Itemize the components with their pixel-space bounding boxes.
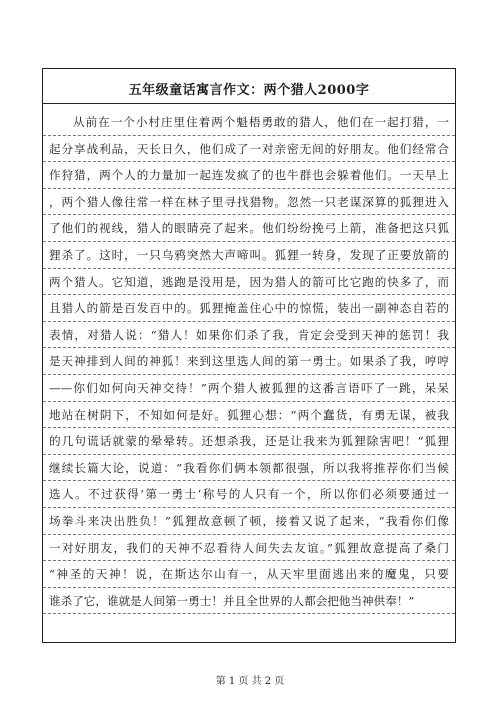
title-row (43, 69, 455, 104)
essay-line: 继续长篇大论，说道：“我看你们俩本领都很强，所以我将推荐你们当候 (49, 460, 449, 475)
essay-line: 谁杀了它，谁就是人间第一勇士！并且全世界的人都会把他当神供奉！” (49, 593, 415, 608)
essay-line: ——你们如何向天神交待！”两个猎人被狐狸的这番言语吓了一跳，呆呆 (49, 380, 449, 395)
essay-line: 是天神排到人间的神狐！来到这里选人间的第一勇士。如果杀了我，哼哼 (49, 354, 449, 369)
essay-line: 两个猎人。它知道，逃跑是没用是，因为猎人的箭可比它跑的快多了，而 (49, 274, 449, 289)
essay-line: 了他们的视线，猎人的眼睛亮了起来。他们纷纷挽弓上箭，准备把这只狐 (49, 221, 449, 236)
essay-line: 起分享战利品，天长日久，他们成了一对亲密无间的好朋友。他们经常合 (49, 141, 449, 156)
essay-line: 选人。不过获得‘第一勇士’称号的人只有一个，所以你们必须要通过一 (49, 487, 449, 502)
essay-line: 的几句谎话就蒙的晕晕转。还想杀我，还是让我来为狐狸除害吧！”狐狸 (49, 434, 449, 449)
essay-line: 从前在一个小村庄里住着两个魁梧勇敢的猎人，他们在一起打猎，一 (73, 115, 449, 129)
essay-title: 五年级童话寓言作文：两个猎人2000字 (128, 82, 370, 98)
essay-line: 地站在树阴下，不知如何是好。狐狸心想：“两个蠢货，有勇无谋，被我 (49, 407, 449, 422)
essay-line: 一对好朋友，我们的天神不忍看待人间失去友谊。”狐狸故意提高了桑门 (49, 540, 449, 555)
essay-text (43, 104, 455, 614)
essay-line: 作狩猎，两个人的力量加一起连发疯了的也牛群也会躲着他们。一天早上 (49, 168, 449, 183)
essay-sheet (42, 68, 456, 643)
essay-line: 且猎人的箭是百发百中的。狐狸掩盖住心中的惊慌，装出一副神态自若的 (49, 301, 449, 316)
essay-line: 场拳斗来决出胜负！”狐狸故意顿了顿，接着又说了起来，“我看你们像 (49, 513, 449, 528)
essay-line: “神圣的天神！说，在斯达尔山有一，从天牢里面逃出来的魔鬼，只要 (49, 567, 449, 582)
essay-line: 狸杀了。这时，一只乌鸦突然大声啼叫。狐狸一转身，发现了正要放箭的 (49, 247, 449, 262)
essay-body (43, 104, 455, 644)
essay-line: ，两个猎人像往常一样在林子里寻找猎物。忽然一只老谋深算的狐狸进入 (49, 194, 449, 209)
essay-line: 表情，对猎人说：“猎人！如果你们杀了我，肯定会受到天神的惩罚！我 (49, 327, 449, 342)
page-number: 第 1 页 共 2 页 (215, 676, 285, 687)
